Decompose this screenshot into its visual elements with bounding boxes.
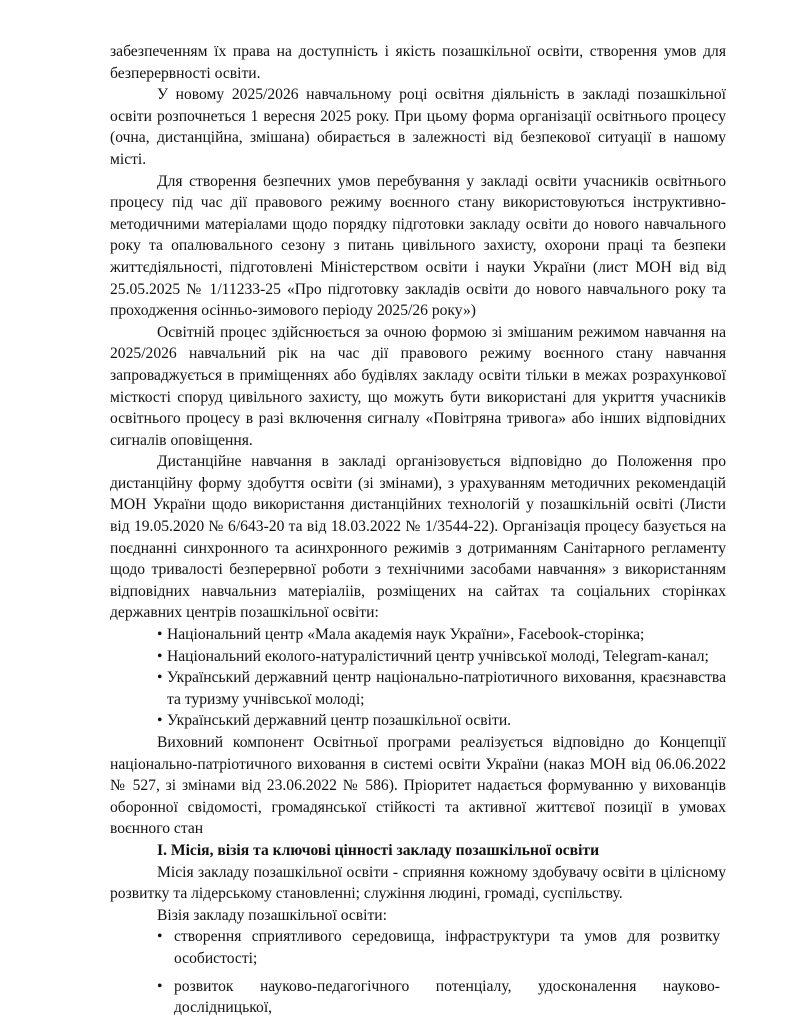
list-item bbox=[110, 624, 726, 646]
list-item bbox=[110, 710, 726, 732]
list-item-text: Національний центр «Мала академія наук України», Facebook-сторінка; bbox=[167, 626, 645, 644]
bullet-icon: • bbox=[157, 712, 163, 730]
list-item bbox=[110, 646, 726, 668]
list-item-text: розвиток науково-педагогічного потенціалу, удосконалення науково-дослідницької, bbox=[174, 977, 720, 1017]
document-page bbox=[110, 41, 726, 1019]
bullet-icon: • bbox=[157, 669, 163, 687]
section-heading: І. Місія, візія та ключові цінності закладу позашкільної освіти bbox=[157, 841, 600, 859]
list-item-text: Національний еколого-натуралістичний центр учнівської молоді, Telegram-канал; bbox=[167, 647, 709, 665]
list-item-text: Український державний центр національно-патріотичного виховання, краєзнавства та туризму учнівської молоді; bbox=[167, 669, 726, 708]
bullet-icon: • bbox=[157, 626, 163, 644]
paragraph-school-year-start: У новому 2025/2026 навчальному році освітня діяльність в закладі позашкільної освіти розпочнеться 1 вересня 2025 року. При цьому форма організації освітнього процесу (очна, дистанційна, змішана) обирається в залежності від безпекової ситуації в нашому місті. bbox=[110, 86, 726, 168]
list-item bbox=[110, 926, 720, 969]
bullet-icon: • bbox=[157, 977, 163, 995]
list-item bbox=[110, 976, 720, 1019]
paragraph-mission: Місія закладу позашкільної освіти - сприяння кожному здобувачу освіти в цілісному розвитку та лідерському становленні; служіння людині, громаді, суспільству. bbox=[110, 863, 726, 903]
paragraph-distance-learning: Дистанційне навчання в закладі організовується відповідно до Положення про дистанційну форму здобуття освіти (зі змінами), з урахуванням методичних рекомендацій МОН України щодо використання дистанційних технологій у позашкільній освіті (Листи від 19.05.2020 № 6/643-20 та від 18.03.2022 № 1/3544-22). Організація процесу базується на поєднанні синхронного та асинхронного режимів з дотриманням Санітарного регламенту щодо тривалості безперервної роботи з технічними засобами навчання» з використанням відповідних навчальниз матеріаліів, розміщених на сайтах та соціальних сторінках державних центрів позашкільної освіти: bbox=[110, 453, 726, 622]
paragraph-continuation: забезпеченням їх права на доступність і якість позашкільної освіти, створення умов для безперервності освіти. bbox=[110, 43, 726, 82]
bullet-icon: • bbox=[157, 928, 163, 946]
paragraph-education-process: Освітній процес здійснюється за очною формою зі змішаним режимом навчання на 2025/2026 навчальний рік на час дії правового режиму воєнного стану навчання запроваджується в приміщеннях або будівлях закладу освіти тільки в межах розрахункової місткості споруд цивільного захисту, що можуть бути використані для укриття учасників освітнього процесу в разі включення сигналу «Повітряна тривога» або інших відповідних сигналів оповіщення. bbox=[110, 323, 726, 449]
paragraph-safety-conditions: Для створення безпечних умов перебування у закладі освіти учасників освітнього процесу під час дії правового режиму воєнного стану використовуються інструктивно-методичними матеріалами щодо порядку підготовки закладу освіти до нового навчального року та опалювального сезону з питань цивільного захисту, охорони праці та безпеки життєдіяльності, підготовлені Міністерством освіти і науки України (лист МОН від від 25.05.2025 № 1/11233-25 «Про підготовку закладів освіти до нового навчального року та проходження осінньо-зимового періоду 2025/26 року») bbox=[110, 172, 726, 320]
list-item-text: Український державний центр позашкільної освіти. bbox=[167, 712, 512, 730]
list-item bbox=[110, 667, 726, 710]
centers-list bbox=[110, 624, 726, 732]
paragraph-upbringing: Виховний компонент Освітньої програми реалізується відповідно до Концепції національно-патріотичного виховання в системі освіти України (наказ МОН від 06.06.2022 № 527, зі змінами від 23.06.2022 № 586). Пріоритет надається формуванню у вихованців оборонної свідомості, громадянської стійкості та активної життєвої позиції в умовах воєнного стан bbox=[110, 734, 726, 838]
list-item-text: створення сприятливого середовища, інфраструктури та умов для розвитку особистості; bbox=[174, 928, 720, 967]
vision-list bbox=[110, 926, 720, 1018]
bullet-icon: • bbox=[157, 647, 163, 665]
paragraph-vision-intro: Візія закладу позашкільної освіти: bbox=[157, 906, 387, 924]
